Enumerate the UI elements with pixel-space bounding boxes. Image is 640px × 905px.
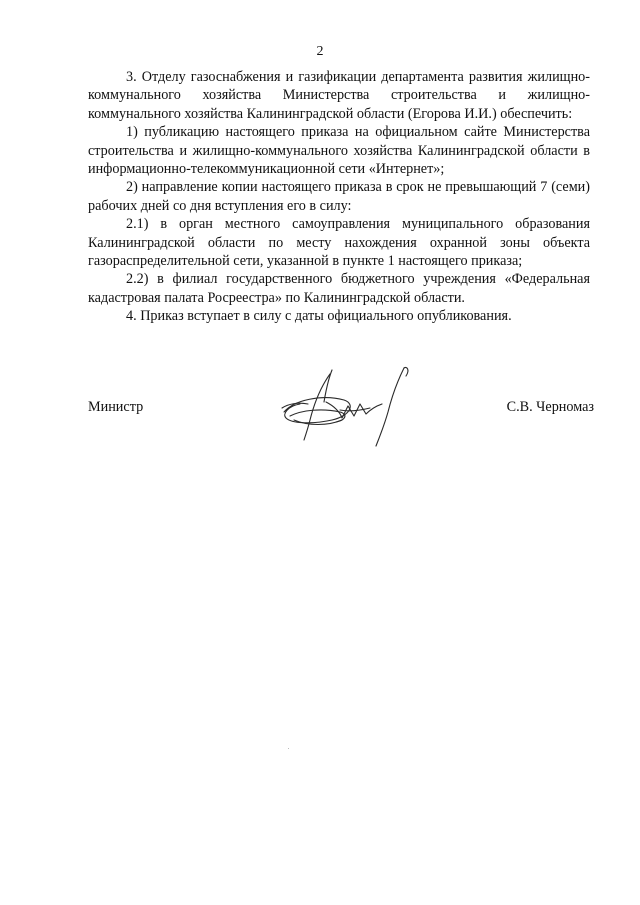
signer-name: С.В. Черномаз — [506, 399, 594, 415]
scan-speck — [288, 748, 289, 749]
paragraph-item-3-2-1: 2.1) в орган местного самоуправления муниципального образования Калининградской области по месту нахождения охранной зоны объекта газораспределительной сети, указанной в пункте 1 настоящего приказа; — [88, 216, 590, 270]
handwritten-signature — [270, 360, 420, 452]
paragraph-item-3-1: 1) публикацию настоящего приказа на официальном сайте Министерства строительства и жилищно-коммунального хозяйства Калининградской области в информационно-телекоммуникационной сети «Интернет»; — [88, 124, 590, 178]
paragraph-item-3-2: 2) направление копии настоящего приказа в срок не превышающий 7 (семи) рабочих дней со дня вступления его в силу: — [88, 179, 590, 214]
paragraph-item-4: 4. Приказ вступает в силу с даты официального опубликования. — [126, 308, 512, 325]
page-number: 2 — [316, 44, 324, 59]
paragraph-item-3-2-2: 2.2) в филиал государственного бюджетного учреждения «Федеральная кадастровая палата Росреестра» по Калининградской области. — [88, 271, 590, 306]
signer-title: Министр — [88, 399, 144, 415]
document-body — [88, 68, 590, 326]
paragraph-item-3: 3. Отделу газоснабжения и газификации департамента развития жилищно-коммунального хозяйства Министерства строительства и жилищно-коммунального хозяйства Калининградской области (Егорова И.И.) обеспечить: — [88, 69, 590, 122]
